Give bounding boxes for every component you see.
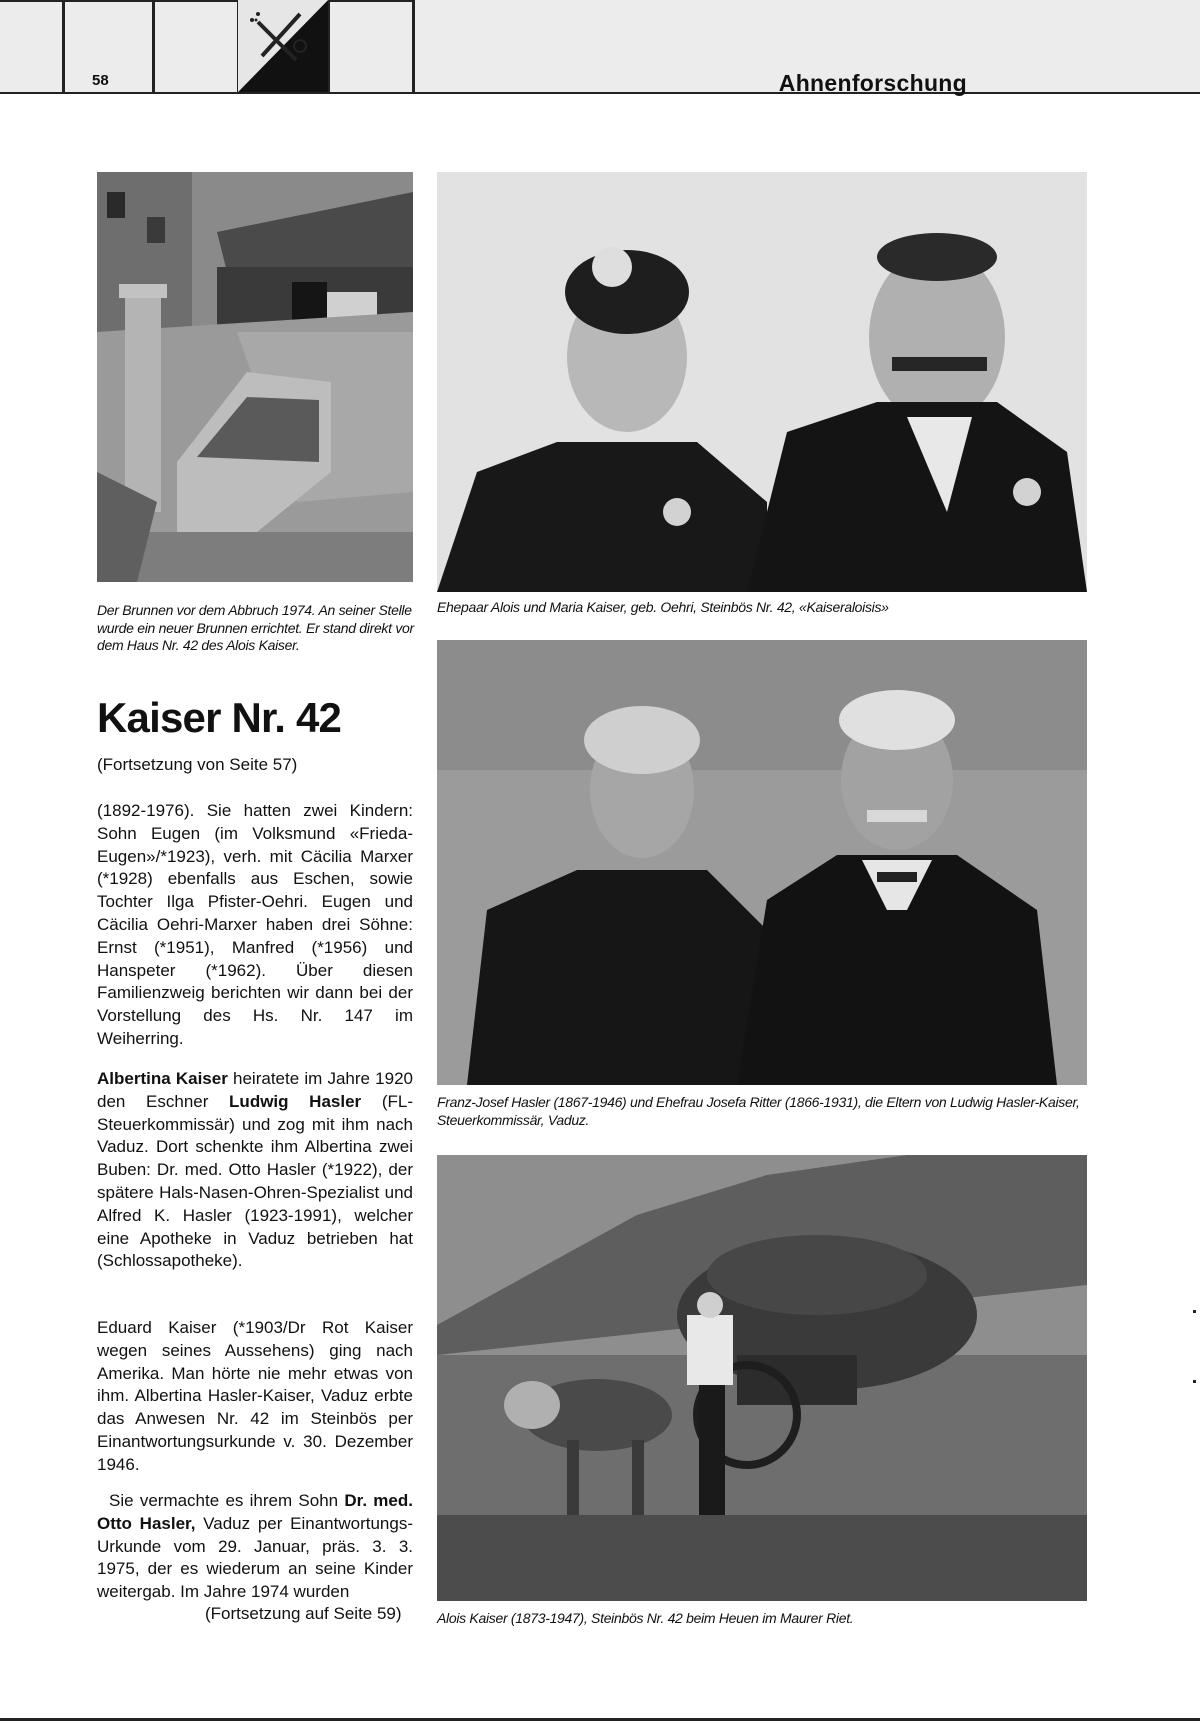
name-albertina-kaiser: Albertina Kaiser (97, 1069, 228, 1088)
couple-kaiser-photo (437, 172, 1087, 592)
continued-to: (Fortsetzung auf Seite 59) (205, 1604, 402, 1623)
section-title: Ahnenforschung (778, 70, 967, 96)
paragraph-4-text-1: Sie vermachte es ihrem Sohn (109, 1491, 345, 1510)
edge-mark (1193, 1310, 1196, 1313)
header-divider (412, 0, 415, 92)
hasler-ritter-photo (437, 640, 1087, 1085)
bottom-rule (0, 1718, 1200, 1721)
well-photo (97, 172, 413, 582)
name-ludwig-hasler: Ludwig Hasler (229, 1091, 362, 1111)
haymaking-photo-caption: Alois Kaiser (1873-1947), Steinbös Nr. 42 beim Heuen im Maurer Riet. (437, 1610, 854, 1626)
paragraph-2 (97, 1068, 413, 1273)
crossed-tools-icon (238, 0, 328, 92)
continued-from: (Fortsetzung von Seite 57) (97, 755, 298, 774)
paragraph-2-text-2: (FL-Steuerkommissär) und zog mit ihm nach Vaduz. Dort schenkte ihm Albertina zwei Buben: Dr. med. Otto Hasler (*1922), der spätere Hals-Nasen-Ohren-Spezialist und Alfred K. Hasler (1923-1991), welcher eine Apotheke in Vaduz betrieben hat (Schlossapotheke). (97, 1091, 413, 1271)
header-band (0, 0, 1200, 94)
header-divider (152, 0, 155, 92)
paragraph-3: Eduard Kaiser (*1903/Dr Rot Kaiser wegen seines Aussehens) ging nach Amerika. Man hörte nie mehr etwas von ihm. Albertina Hasler-Kaiser, Vaduz erbte das Anwesen Nr. 42 im Steinbös per Einantwortungsurkunde v. 30. Dezember 1946. (97, 1318, 413, 1474)
paragraph-2-text-1: heiratete im Jahre 1920 den Eschner (97, 1069, 413, 1111)
logo (238, 0, 328, 92)
well-photo-caption: Der Brunnen vor dem Abbruch 1974. An seiner Stelle wurde ein neuer Brunnen errichtet. Er stand direkt vor dem Haus Nr. 42 des Alois Kaiser. (97, 602, 414, 653)
couple-kaiser-photo-caption: Ehepaar Alois und Maria Kaiser, geb. Oehri, Steinbös Nr. 42, «Kaiseraloisis» (437, 599, 889, 615)
edge-mark (1193, 1380, 1196, 1383)
article-title: Kaiser Nr. 42 (97, 694, 342, 741)
name-otto-hasler: Dr. med. Otto Hasler, (97, 1491, 413, 1533)
paragraph-4-text-2: Vaduz per Einantwortungs-Urkunde vom 29. Januar, präs. 3. 3. 1975, der es wiederum an seine Kinder weitergab. Im Jahre 1974 wurden (97, 1513, 413, 1602)
paragraph-1: (1892-1976). Sie hatten zwei Kindern: Sohn Eugen (im Volksmund «Frieda-Eugen»/*1923), verh. mit Cäcilia Marxer (*1928) ebenfalls aus Eschen, sowie Tochter Ilga Pfister-Oehri. Eugen und Cäcilia Oehri-Marxer haben drei Söhne: Ernst (*1951), Manfred (*1956) und Hanspeter (*1962). Über diesen Familienzweig berichten wir dann bei der Vorstellung des Hs. Nr. 147 im Weiherring. (97, 801, 413, 1048)
paragraph-4 (97, 1490, 413, 1604)
haymaking-photo (437, 1155, 1087, 1601)
header-divider (62, 0, 65, 92)
page-number: 58 (92, 72, 109, 89)
hasler-ritter-photo-caption: Franz-Josef Hasler (1867-1946) und Ehefrau Josefa Ritter (1866-1931), die Eltern von Ludwig Hasler-Kaiser, Steuerkommissär, Vaduz. (437, 1094, 1080, 1128)
